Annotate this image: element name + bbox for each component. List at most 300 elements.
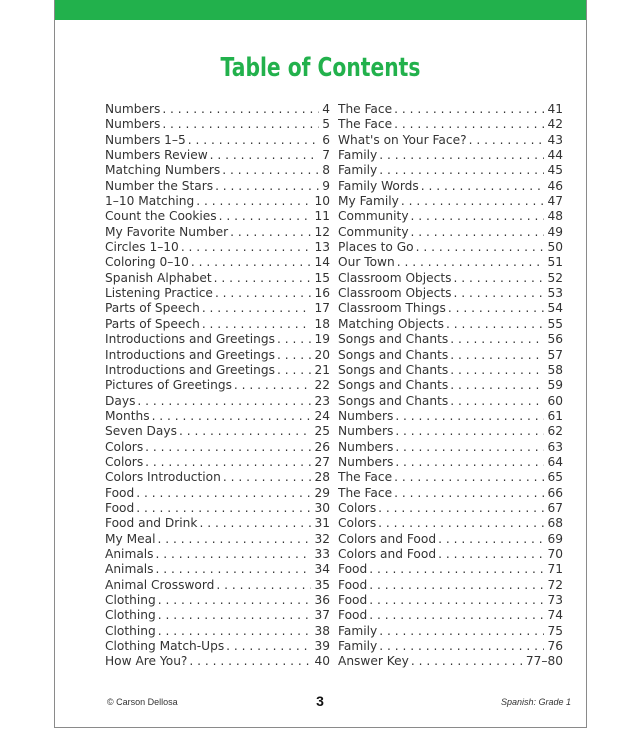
toc-entry[interactable] — [338, 240, 563, 255]
toc-entry-label: Colors — [338, 516, 377, 531]
toc-entry-label: Count the Cookies — [105, 209, 217, 224]
toc-entry[interactable] — [338, 440, 563, 455]
toc-entry-page: 42 — [547, 117, 563, 132]
toc-entry[interactable] — [105, 255, 330, 270]
dot-leader — [452, 286, 545, 301]
book-title: Spanish: Grade 1 — [500, 697, 571, 707]
dot-leader — [448, 332, 544, 347]
dot-leader — [134, 501, 311, 516]
toc-entry-label: Colors — [105, 454, 144, 469]
toc-entry[interactable] — [338, 624, 563, 639]
toc-entry[interactable] — [338, 532, 563, 547]
toc-entry[interactable] — [338, 286, 563, 301]
toc-entry-label: Songs and Chants — [338, 362, 449, 377]
dot-leader — [448, 363, 544, 378]
dot-leader — [448, 348, 544, 363]
dot-leader — [155, 532, 311, 547]
toc-entry-page: 56 — [547, 332, 563, 347]
toc-entry-label: Coloring 0–10 — [105, 255, 189, 270]
toc-entry[interactable] — [338, 547, 563, 562]
toc-entry[interactable] — [105, 133, 330, 148]
toc-entry[interactable] — [338, 117, 563, 132]
toc-entry[interactable] — [338, 593, 563, 608]
dot-leader — [220, 163, 319, 178]
toc-entry-page: 17 — [314, 301, 330, 316]
toc-entry[interactable] — [105, 578, 330, 593]
toc-entry-label: Places to Go — [338, 240, 414, 255]
toc-entry-label: Colors — [105, 439, 144, 454]
dot-leader — [177, 424, 312, 439]
dot-leader — [448, 394, 544, 409]
toc-entry-label: The Face — [338, 485, 393, 500]
dot-leader — [395, 255, 545, 270]
toc-entry-label: Number the Stars — [105, 178, 214, 193]
dot-leader — [156, 608, 312, 623]
toc-entry-label: Matching Objects — [338, 316, 444, 331]
header-color-bar — [55, 0, 586, 20]
dot-leader — [409, 654, 523, 669]
dot-leader — [377, 639, 544, 654]
toc-entry-page: 22 — [314, 378, 330, 393]
toc-entry[interactable] — [338, 255, 563, 270]
toc-entry-label: Seven Days — [105, 424, 177, 439]
page-number: 3 — [316, 693, 324, 709]
toc-entry-label: Animal Crossword — [105, 577, 215, 592]
toc-entry[interactable] — [105, 163, 330, 178]
toc-entry-label: Listening Practice — [105, 286, 213, 301]
toc-entry-label: Spanish Alphabet — [105, 270, 212, 285]
toc-entry-page: 31 — [314, 516, 330, 531]
toc-entry-page: 67 — [547, 500, 563, 515]
dot-leader — [367, 562, 544, 577]
toc-entry[interactable] — [338, 301, 563, 316]
toc-entry-label: Food and Drink — [105, 516, 198, 531]
toc-entry[interactable] — [105, 317, 330, 332]
toc-entry-page: 20 — [314, 347, 330, 362]
toc-entry[interactable] — [105, 117, 330, 132]
toc-entry[interactable] — [338, 148, 563, 163]
toc-entry-label: Community — [338, 209, 409, 224]
toc-entry-label: Clothing Match-Ups — [105, 639, 225, 654]
toc-entry-page: 44 — [547, 148, 563, 163]
toc-entry-page: 69 — [547, 531, 563, 546]
toc-entry[interactable] — [105, 532, 330, 547]
toc-entry[interactable] — [105, 440, 330, 455]
toc-entry-label: Clothing — [105, 593, 156, 607]
toc-entry-label: Days — [105, 393, 136, 408]
toc-entry-label: Introductions and Greetings — [105, 332, 275, 347]
toc-entry[interactable] — [105, 286, 330, 301]
dot-leader — [189, 255, 312, 270]
toc-entry-page: 64 — [547, 454, 563, 469]
toc-entry-page: 71 — [547, 562, 563, 577]
toc-entry-page: 74 — [547, 608, 563, 623]
toc-entry[interactable] — [338, 332, 563, 347]
toc-entry[interactable] — [338, 102, 563, 117]
toc-entry[interactable] — [338, 317, 563, 332]
toc-entry-label: Introductions and Greetings — [105, 362, 275, 377]
dot-leader — [275, 363, 311, 378]
toc-entry-label: My Family — [338, 194, 399, 209]
toc-entry-page: 41 — [547, 102, 563, 116]
toc-entry-label: Songs and Chants — [338, 347, 449, 362]
dot-leader — [393, 440, 544, 455]
toc-entry-label: Community — [338, 224, 409, 239]
toc-entry-page: 47 — [547, 194, 563, 209]
dot-leader — [194, 194, 311, 209]
toc-entry[interactable] — [338, 455, 563, 470]
toc-entry[interactable] — [105, 148, 330, 163]
toc-entry-label: My Favorite Number — [105, 224, 229, 239]
toc-entry-label: Songs and Chants — [338, 378, 449, 393]
dot-leader — [232, 378, 312, 393]
toc-entry-label: Food — [338, 593, 368, 607]
toc-entry-label: Numbers Review — [105, 148, 208, 163]
dot-leader — [154, 562, 312, 577]
dot-leader — [275, 348, 311, 363]
dot-leader — [224, 639, 311, 654]
toc-entry-label: Numbers — [338, 439, 394, 454]
dot-leader — [154, 547, 312, 562]
page-title: Table of Contents — [220, 53, 421, 83]
toc-entry[interactable] — [338, 654, 563, 669]
toc-entry-label: Numbers — [105, 102, 161, 116]
dot-leader — [186, 133, 319, 148]
toc-entry[interactable] — [338, 271, 563, 286]
toc-entry[interactable] — [105, 378, 330, 393]
toc-entry-page: 33 — [314, 546, 330, 561]
dot-leader — [444, 317, 545, 332]
toc-entry-label: Animals — [105, 562, 154, 577]
toc-entry-page: 36 — [314, 593, 330, 607]
toc-entry[interactable] — [338, 501, 563, 516]
toc-entry-page: 60 — [547, 393, 563, 408]
toc-entry-label: Colors and Food — [338, 546, 437, 561]
toc-entry-label: The Face — [338, 470, 393, 485]
toc-entry[interactable] — [105, 516, 330, 531]
dot-leader — [156, 593, 312, 608]
dot-leader — [208, 148, 320, 163]
toc-entry-label: Classroom Objects — [338, 286, 452, 301]
toc-entry-label: Family — [338, 163, 378, 178]
toc-entry[interactable] — [105, 470, 330, 485]
toc-entry-page: 4 — [322, 102, 330, 116]
dot-leader — [392, 117, 544, 132]
toc-column-right — [338, 102, 563, 670]
toc-entry-page: 21 — [314, 362, 330, 377]
toc-entry-page: 49 — [547, 224, 563, 239]
toc-entry-label: Colors — [338, 500, 377, 515]
toc-entry[interactable] — [338, 608, 563, 623]
toc-entry-label: Food — [105, 500, 135, 515]
dot-leader — [376, 501, 544, 516]
dot-leader — [376, 516, 544, 531]
toc-entry[interactable] — [105, 593, 330, 608]
toc-entry-page: 62 — [547, 424, 563, 439]
toc-entry-page: 28 — [314, 470, 330, 485]
dot-leader — [393, 424, 544, 439]
toc-entry-page: 48 — [547, 209, 563, 224]
toc-entry-page: 27 — [314, 454, 330, 469]
toc-entry-label: Circles 1–10 — [105, 240, 179, 255]
dot-leader — [377, 163, 544, 178]
dot-leader — [377, 148, 544, 163]
copyright-notice: © Carson Dellosa — [107, 697, 178, 707]
toc-entry-label: Pictures of Greetings — [105, 378, 232, 393]
toc-entry-label: What's on Your Face? — [338, 132, 467, 147]
toc-entry-label: Matching Numbers — [105, 163, 221, 178]
toc-entry-page: 63 — [547, 439, 563, 454]
dot-leader — [414, 240, 545, 255]
toc-entry[interactable] — [105, 409, 330, 424]
toc-entry[interactable] — [105, 225, 330, 240]
dot-leader — [367, 608, 544, 623]
dot-leader — [409, 209, 545, 224]
dot-leader — [214, 578, 311, 593]
dot-leader — [419, 179, 545, 194]
dot-leader — [200, 317, 312, 332]
toc-entry[interactable] — [338, 639, 563, 654]
toc-entry[interactable] — [105, 424, 330, 439]
toc-entry[interactable] — [105, 501, 330, 516]
dot-leader — [221, 470, 312, 485]
dot-leader — [393, 409, 544, 424]
toc-entry-label: The Face — [338, 117, 393, 132]
toc-entry[interactable] — [338, 394, 563, 409]
dot-leader — [150, 409, 312, 424]
dot-leader — [392, 470, 544, 485]
toc-entry-page: 65 — [547, 470, 563, 485]
toc-entry[interactable] — [338, 179, 563, 194]
toc-entry-page: 68 — [547, 516, 563, 531]
toc-entry-page: 9 — [322, 178, 330, 193]
document-page — [54, 0, 587, 728]
toc-entry-label: Songs and Chants — [338, 332, 449, 347]
toc-entry-label: Family Words — [338, 178, 419, 193]
dot-leader — [200, 301, 312, 316]
toc-entry-label: Our Town — [338, 255, 395, 270]
toc-entry[interactable] — [338, 578, 563, 593]
toc-column-left — [105, 102, 330, 670]
toc-entry-page: 75 — [547, 623, 563, 638]
toc-entry-label: Numbers — [105, 117, 161, 132]
toc-entry-label: Family — [338, 623, 378, 638]
dot-leader — [135, 394, 311, 409]
toc-entry-page: 5 — [322, 117, 330, 132]
dot-leader — [143, 455, 311, 470]
toc-entry-page: 35 — [314, 577, 330, 592]
toc-entry-page: 72 — [547, 577, 563, 592]
toc-entry-label: Family — [338, 148, 378, 163]
toc-entry[interactable] — [338, 486, 563, 501]
dot-leader — [393, 455, 544, 470]
toc-entry-page: 12 — [314, 224, 330, 239]
toc-entry[interactable] — [105, 654, 330, 669]
toc-entry[interactable] — [105, 271, 330, 286]
dot-leader — [377, 624, 544, 639]
toc-entry[interactable] — [338, 163, 563, 178]
toc-entry[interactable] — [338, 225, 563, 240]
toc-entry[interactable] — [338, 363, 563, 378]
toc-entry[interactable] — [105, 394, 330, 409]
toc-entry-label: Parts of Speech — [105, 316, 200, 331]
dot-leader — [160, 117, 319, 132]
toc-entry-page: 29 — [314, 485, 330, 500]
toc-entry-page: 19 — [314, 332, 330, 347]
dot-leader — [187, 654, 311, 669]
dot-leader — [399, 194, 545, 209]
toc-entry[interactable] — [338, 424, 563, 439]
dot-leader — [197, 516, 311, 531]
toc-entry-label: Numbers — [338, 408, 394, 423]
toc-entry-label: Parts of Speech — [105, 301, 200, 316]
toc-entry[interactable] — [105, 639, 330, 654]
toc-entry[interactable] — [105, 102, 330, 117]
toc-entry-page: 25 — [314, 424, 330, 439]
dot-leader — [179, 240, 312, 255]
toc-entry[interactable] — [338, 348, 563, 363]
toc-entry-page: 32 — [314, 531, 330, 546]
toc-entry[interactable] — [105, 240, 330, 255]
toc-entry-page: 39 — [314, 639, 330, 654]
toc-entry-page: 77–80 — [525, 654, 563, 669]
toc-entry-label: Classroom Things — [338, 301, 446, 316]
toc-entry-page: 18 — [314, 316, 330, 331]
toc-entry-page: 30 — [314, 500, 330, 515]
dot-leader — [213, 286, 312, 301]
toc-entry-page: 40 — [314, 654, 330, 669]
toc-entry-page: 66 — [547, 485, 563, 500]
toc-entry-page: 6 — [322, 132, 330, 147]
toc-entry-label: Family — [338, 639, 378, 654]
toc-entry-label: 1–10 Matching — [105, 194, 195, 209]
toc-entry-label: Classroom Objects — [338, 270, 452, 285]
toc-entry[interactable] — [338, 133, 563, 148]
toc-entry[interactable] — [105, 547, 330, 562]
toc-entry[interactable] — [105, 348, 330, 363]
dot-leader — [448, 378, 544, 393]
toc-entry-label: Clothing — [105, 623, 156, 638]
toc-entry-label: Food — [338, 608, 368, 623]
dot-leader — [446, 301, 545, 316]
dot-leader — [367, 593, 544, 608]
dot-leader — [212, 271, 312, 286]
toc-entry-page: 52 — [547, 270, 563, 285]
toc-entry-page: 43 — [547, 132, 563, 147]
toc-entry-page: 14 — [314, 255, 330, 270]
dot-leader — [367, 578, 544, 593]
toc-entry[interactable] — [338, 194, 563, 209]
toc-entry-label: Food — [105, 485, 135, 500]
toc-entry-label: Introductions and Greetings — [105, 347, 275, 362]
toc-entry-page: 54 — [547, 301, 563, 316]
toc-entry-page: 53 — [547, 286, 563, 301]
toc-entry-page: 13 — [314, 240, 330, 255]
toc-entry-label: Clothing — [105, 608, 156, 623]
dot-leader — [392, 486, 544, 501]
toc-entry[interactable] — [105, 486, 330, 501]
dot-leader — [134, 486, 311, 501]
toc-entry-label: Food — [338, 577, 368, 592]
toc-entry-label: Numbers — [338, 454, 394, 469]
toc-entry-page: 37 — [314, 608, 330, 623]
toc-entry-page: 15 — [314, 270, 330, 285]
toc-entry[interactable] — [338, 470, 563, 485]
toc-entry[interactable] — [105, 301, 330, 316]
toc-entry[interactable] — [105, 455, 330, 470]
toc-entry-page: 45 — [547, 163, 563, 178]
toc-entry-label: Colors Introduction — [105, 470, 221, 485]
toc-entry-page: 76 — [547, 639, 563, 654]
dot-leader — [392, 102, 544, 117]
toc-entry-page: 61 — [547, 408, 563, 423]
toc-entry-page: 23 — [314, 393, 330, 408]
toc-entry-page: 50 — [547, 240, 563, 255]
toc-entry-label: Numbers — [338, 424, 394, 439]
toc-entry[interactable] — [105, 194, 330, 209]
toc-entry-page: 58 — [547, 362, 563, 377]
toc-entry-page: 55 — [547, 316, 563, 331]
toc-entry-label: Numbers 1–5 — [105, 132, 186, 147]
toc-entry[interactable] — [105, 608, 330, 623]
dot-leader — [452, 271, 545, 286]
dot-leader — [436, 532, 544, 547]
dot-leader — [275, 332, 311, 347]
toc-entry-page: 16 — [314, 286, 330, 301]
toc-entry[interactable] — [105, 562, 330, 577]
toc-entry-label: How Are You? — [105, 654, 188, 669]
toc-entry-page: 8 — [322, 163, 330, 178]
toc-entry[interactable] — [338, 378, 563, 393]
toc-entry[interactable] — [338, 409, 563, 424]
toc-entry-label: Colors and Food — [338, 531, 437, 546]
toc-entry-page: 26 — [314, 439, 330, 454]
toc-entry[interactable] — [105, 179, 330, 194]
toc-entry[interactable] — [105, 209, 330, 224]
toc-entry-page: 51 — [547, 255, 563, 270]
toc-entry-page: 57 — [547, 347, 563, 362]
toc-entry[interactable] — [338, 209, 563, 224]
toc-entry[interactable] — [105, 624, 330, 639]
toc-entry-page: 59 — [547, 378, 563, 393]
dot-leader — [213, 179, 319, 194]
dot-leader — [160, 102, 319, 117]
dot-leader — [156, 624, 312, 639]
toc-entry-page: 10 — [314, 194, 330, 209]
toc-entry-label: My Meal — [105, 531, 156, 546]
toc-entry[interactable] — [105, 332, 330, 347]
toc-entry-page: 24 — [314, 408, 330, 423]
dot-leader — [467, 133, 545, 148]
toc-entry-page: 38 — [314, 623, 330, 638]
dot-leader — [436, 547, 544, 562]
toc-entry-label: Animals — [105, 546, 154, 561]
dot-leader — [409, 225, 545, 240]
toc-entry-label: Answer Key — [338, 654, 409, 669]
toc-entry[interactable] — [105, 363, 330, 378]
dot-leader — [143, 440, 311, 455]
toc-entry-page: 7 — [322, 148, 330, 163]
toc-entry-label: Months — [105, 408, 150, 423]
dot-leader — [217, 209, 312, 224]
toc-entry[interactable] — [338, 562, 563, 577]
toc-entry-label: Food — [338, 562, 368, 577]
toc-entry-page: 46 — [547, 178, 563, 193]
toc-entry[interactable] — [338, 516, 563, 531]
toc-entry-label: Songs and Chants — [338, 393, 449, 408]
toc-entry-page: 70 — [547, 546, 563, 561]
toc-entry-page: 11 — [314, 209, 330, 224]
